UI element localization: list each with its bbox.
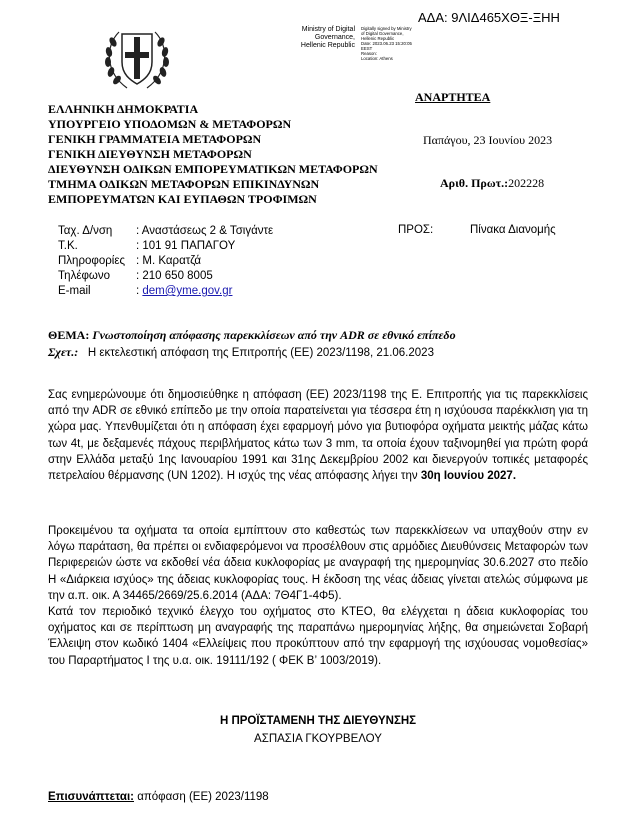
protocol-label: Αριθ. Πρωτ.:: [440, 176, 509, 190]
body-paragraph: Κατά τον περιοδικό τεχνικό έλεγχο του οχήματος στο ΚΤΕΟ, θα ελέγχεται η άδεια κυκλοφορίας του οχήματος και σε περίπτωση μη αναγραφής της παραπάνω ημερομηνίας λήξης, θα σημειώνεται Σοβαρή Έλλειψη στον κωδικό 1404 «Ελλείψεις που προκύπτουν από την εφαρμογή της ισχύουσας νομοθεσίας» του Παραρτήματος Ι της υ.α. οικ. 19111/192 ( ΦΕΚ Β’ 1003/2019).: [48, 606, 588, 667]
protocol-number: [440, 176, 544, 191]
contact-label: Τ.Κ.: [58, 240, 78, 252]
protocol-value: 202228: [508, 176, 545, 190]
email-value: [136, 284, 232, 299]
reference-value: Η εκτελεστική απόφαση της Επιτροπής (ΕΕ) 2023/1198, 21.06.2023: [87, 347, 434, 359]
contact-label: Ταχ. Δ/νση: [58, 225, 113, 237]
signer-line: Governance,: [314, 34, 355, 41]
contact-row: [58, 239, 273, 254]
header-line: ΔΙΕΥΘΥΝΣΗ ΟΔΙΚΩΝ ΕΜΠΟΡΕΥΜΑΤΙΚΩΝ ΜΕΤΑΦΟΡΩΝ: [48, 162, 378, 176]
reference-line: [48, 345, 434, 360]
contact-row: [58, 254, 273, 269]
attachment-line: [48, 791, 269, 803]
header-line: ΕΛΛΗΝΙΚΗ ΔΗΜΟΚΡΑΤΙΑ: [48, 102, 199, 116]
subject-value: Γνωστοποίηση απόφασης παρεκκλίσεων από την ADR σε εθνικό επίπεδο: [89, 328, 456, 342]
contact-row: [58, 269, 273, 284]
digital-signature-signer: [297, 26, 355, 50]
contact-row: [58, 224, 273, 239]
header-line: ΥΠΟΥΡΓΕΙΟ ΥΠΟΔΟΜΩΝ & ΜΕΤΑΦΟΡΩΝ: [48, 117, 292, 131]
body-paragraph: [48, 387, 588, 484]
document-date: Παπάγου, 23 Ιουνίου 2023: [423, 133, 553, 147]
contact-value: : 210 650 8005: [136, 270, 213, 282]
contact-label: Τηλέφωνο: [58, 270, 111, 282]
contact-info: [58, 224, 273, 299]
contact-value: : 101 91 ΠΑΠΑΓΟΥ: [136, 240, 236, 252]
signature-detail-line: Date: 2023.06.23 15:20:05: [361, 41, 412, 46]
posting-label: ΑΝΑΡΤΗΤΕΑ: [415, 90, 491, 104]
signature-detail-line: of Digital Governance,: [361, 31, 404, 36]
issuer-header: [48, 102, 378, 207]
coat-of-arms-icon: [97, 22, 177, 101]
header-line: ΓΕΝΙΚΗ ΔΙΕΥΘΥΝΣΗ ΜΕΤΑΦΟΡΩΝ: [48, 147, 252, 161]
email-link[interactable]: dem@yme.gov.gr: [142, 285, 233, 297]
recipient-label: ΠΡΟΣ:: [398, 224, 434, 236]
signer-line: Ministry of Digital: [301, 26, 355, 33]
ada-code: ΑΔΑ: 9ΛΙΔ465ΧΘΞ-ΞΗΗ: [418, 10, 560, 25]
contact-row: [58, 284, 273, 299]
digital-signature-details: [361, 26, 431, 61]
body-paragraph: Προκειμένου τα οχήματα τα οποία εμπίπτουν στο καθεστώς των παρεκκλίσεων να υπαχθούν στην εν λόγω παράταση, θα πρέπει οι ενδιαφερόμενοι να προσέλθουν στις αρμόδιες Διευθύνσεις Μεταφορών των Περιφερειών ώστε να εκδοθεί νέα άδεια κυκλοφορίας με αναγραφή της ημερομηνίας 30.6.2027 στο πεδίο Η «Διάρκεια ισχύος» της άδειας κυκλοφορίας τους. Η έκδοση της νέας άδειας γίνεται ατελώς σύμφωνα με την α.π. οικ. Α 34465/2669/25.6.2014 (ΑΔΑ: 7Θ4Γ1-4Φ5).: [48, 525, 588, 602]
signer-line: Hellenic Republic: [300, 42, 355, 49]
header-line: ΓΕΝΙΚΗ ΓΡΑΜΜΑΤΕΙΑ ΜΕΤΑΦΟΡΩΝ: [48, 132, 262, 146]
attachment-label: Επισυνάπτεται:: [48, 791, 134, 803]
paragraph-text: Σας ενημερώνουμε ότι δημοσιεύθηκε η απόφαση (ΕΕ) 2023/1198 της Ε. Επιτροπής για τις παρεκκλίσεις από την ADR σε εθνικό επίπεδο με την οποία παρατείνεται για τέσσερα έτη η ισχύουσα παρέκκλιση για τη χώρα μας. Υπενθυμίζεται ότι η απόφαση έχει εφαρμογή μόνο για βυτιοφόρα οχήματα μεικτής μάζας κάτω των 4t, με δεξαμενές πάχους περιβλήματος κάτω των 3 mm, τα οποία έχουν ταξινομηθεί για πρώτη φορά στην Ελλάδα μεταξύ 1ης Ιανουαρίου 1991 και 31ης Δεκεμβρίου 2002 και διενεργούν τοπικές μεταφορές πετρελαίου θέρμανσης (UN 1202). Η ισχύς της νέας απόφασης λήγει την: [48, 389, 588, 483]
header-line: ΤΜΗΜΑ ΟΔΙΚΩΝ ΜΕΤΑΦΟΡΩΝ ΕΠΙΚΙΝΔΥΝΩΝ: [48, 177, 320, 191]
signature-detail-line: Hellenic Republic: [361, 36, 395, 41]
signatory-title: Η ΠΡΟΪΣΤΑΜΕΝΗ ΤΗΣ ΔΙΕΥΘΥΝΣΗΣ: [219, 715, 417, 727]
email-separator: :: [136, 285, 143, 297]
paragraph-emphasis: 30η Ιουνίου 2027.: [420, 470, 517, 483]
recipient-value: Πίνακα Διανομής: [470, 224, 556, 236]
contact-value: : Αναστάσεως 2 & Τσιγάντε: [136, 225, 274, 237]
email-label: E-mail: [58, 285, 91, 297]
reference-label: Σχετ.:: [48, 345, 79, 359]
subject-line: [48, 328, 456, 343]
attachment-value: απόφαση (ΕΕ) 2023/1198: [134, 791, 269, 803]
contact-value: : Μ. Καρατζά: [136, 255, 202, 267]
subject-label: ΘΕΜΑ:: [48, 328, 90, 342]
contact-label: Πληροφορίες: [58, 255, 126, 267]
header-line: ΕΜΠΟΡΕΥΜΑΤΩΝ ΚΑΙ ΕΥΠΑΘΩΝ ΤΡΟΦΙΜΩΝ: [48, 192, 317, 206]
signature-detail-line: Digitally signed by Ministry: [361, 26, 412, 31]
signatory-name: ΑΣΠΑΣΙΑ ΓΚΟΥΡΒΕΛΟΥ: [254, 733, 382, 745]
signature-detail-line: EEST: [361, 46, 373, 51]
signature-detail-line: Location: Athens: [361, 56, 393, 61]
signature-detail-line: Reason:: [361, 51, 378, 56]
